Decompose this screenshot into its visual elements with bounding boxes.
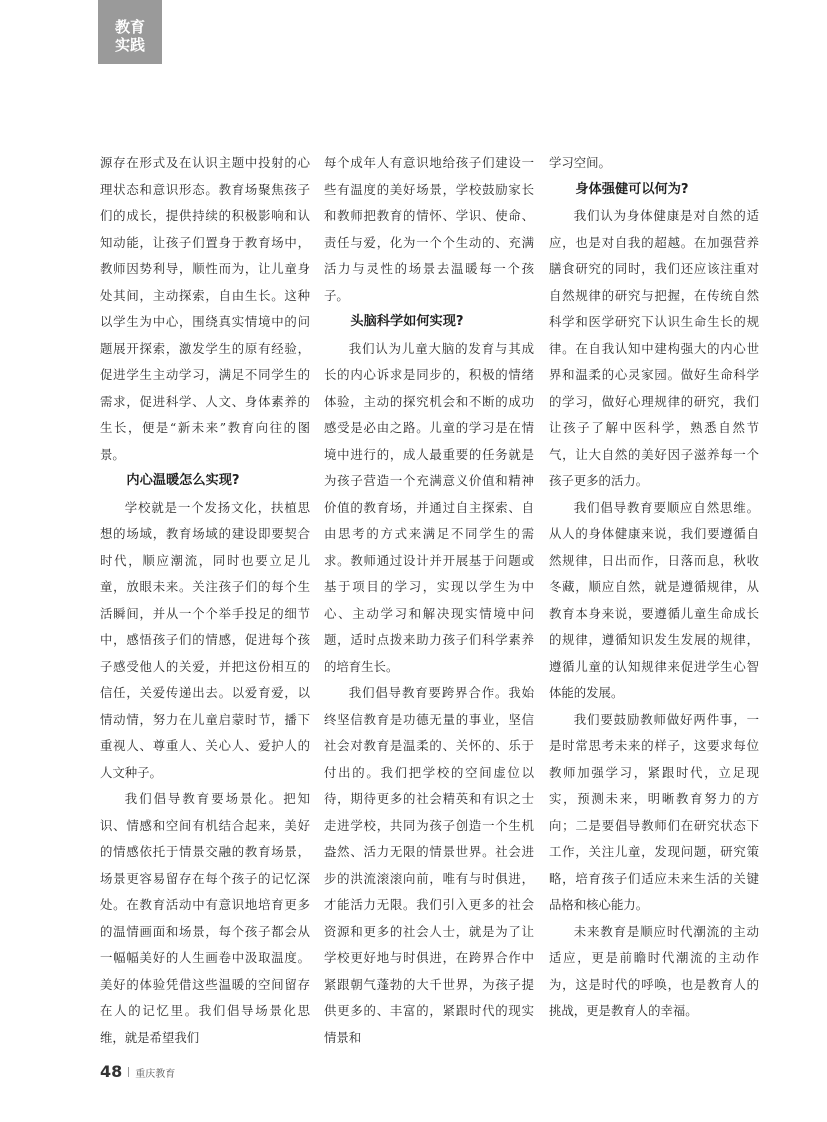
paragraph: 我们认为身体健康是对自然的适应，也是对自我的超越。在加强营养膳食研究的同时，我们还应该注重对自然规律的研究与把握，在传统自然科学和医学研究下认识生命生长的规律。在自我认知中建构强大的内心世界和温柔的心灵家园。做好生命科学的学习，做好心理规律的研究，我们让孩子了解中医科学，熟悉自然节气，让大自然的美好因子滋养每一个孩子更多的活力。 <box>549 208 759 488</box>
paragraph: 我们倡导教育要跨界合作。我始终坚信教育是功德无量的事业，坚信社会对教育是温柔的、关怀的、乐于付出的。我们把学校的空间虚位以待，期待更多的社会精英和有识之士走进学校，共同为孩子创造一个生机盎然、活力无限的情景世界。社会进步的洪流滚滚向前，唯有与时俱进，才能活力无限。我们引入更多的社会资源和更多的社会人士，就是为了让学校更好地与时俱进，在跨界合作中紧跟朝气蓬勃的大千世界，为孩子提供更多的、丰富的，紧跟时代的现实情景和 <box>324 685 534 1045</box>
paragraph: 我们倡导教育要顺应自然思维。从人的身体健康来说，我们要遵循自然规律，日出而作，日落而息，秋收冬藏，顺应自然，就是遵循规律，从教育本身来说，要遵循儿童生命成长的规律，遵循知识发生发展的规律，遵循儿童的认知规律来促进学生心智体能的发展。 <box>549 499 759 700</box>
section-heading: 内心温暖怎么实现? <box>126 473 240 488</box>
paragraph: 我们要鼓励教师做好两件事，一是时常思考未来的样子，这要求每位教师加强学习，紧跟时代，立足现实，预测未来，明晰教育努力的方向；二是要倡导教师们在研究状态下工作，关注儿童，发现问题，研究策略，培育孩子们适应未来生活的关键品格和核心能力。 <box>549 711 759 912</box>
section-tag-line1: 教育 <box>115 18 146 36</box>
text-column-3 <box>549 150 759 1025</box>
paragraph: 学习空间。 <box>549 155 611 170</box>
paragraph: 学校就是一个发扬文化，扶植思想的场域，教育场域的建设即要契合时代，顺应潮流，同时也要立足儿童，放眼未来。关注孩子们的每个生活瞬间，并从一个个举手投足的细节中，感悟孩子们的情感，促进每个孩子感受他人的关爱，并把这份相互的信任，关爱传递出去。以爱育爱，以情动情，努力在儿童启蒙时节，播下重视人、尊重人、关心人、爱护人的人文种子。 <box>100 499 310 780</box>
page-number: 48 <box>100 1062 123 1081</box>
paragraph: 每个成年人有意识地给孩子们建设一些有温度的美好场景，学校鼓励家长和教师把教育的情怀、学识、使命、责任与爱，化为一个个生动的、充满活力与灵性的场景去温暖每一个孩子。 <box>324 155 534 303</box>
section-tag-line2: 实践 <box>115 36 146 54</box>
journal-name: 重庆教育 <box>135 1069 176 1080</box>
paragraph: 源存在形式及在认识主题中投射的心理状态和意识形态。教育场聚焦孩子们的成长，提供持续的积极影响和认知动能，让孩子们置身于教育场中，教师因势利导，顺性而为，让儿童身处其间，主动探索，自由生长。这种以学生为中心，围绕真实情境中的问题展开探索，激发学生的原有经验，促进学生主动学习，满足不同学生的需求，促进科学、人文、身体素养的生长，便是“新未来”教育向往的图景。 <box>100 155 310 462</box>
section-heading: 头脑科学如何实现? <box>350 314 464 329</box>
section-tag <box>98 0 162 64</box>
section-heading: 身体强健可以何为? <box>575 181 689 197</box>
paragraph: 未来教育是顺应时代潮流的主动适应，更是前瞻时代潮流的主动作为，这是时代的呼唤，也是教育人的挑战，更是教育人的幸福。 <box>549 923 759 1018</box>
text-column-2 <box>324 150 534 1051</box>
paragraph: 我们倡导教育要场景化。把知识、情感和空间有机结合起来，美好的情感依托于情景交融的教育场景，场景更容易留存在每个孩子的记忆深处。在教育活动中有意识地培育更多的温情画面和场景，每个孩子都会从一幅幅美好的人生画卷中汲取温度。美好的体验凭借这些温暖的空间留存在人的记忆里。我们倡导场景化思维，就是希望我们 <box>100 791 310 1045</box>
text-column-1 <box>100 150 310 1051</box>
page-footer <box>100 1062 175 1081</box>
paragraph: 我们认为儿童大脑的发育与其成长的内心诉求是同步的，积极的情绪体验，主动的探究机会和不断的成功感受是必由之路。儿童的学习是在情境中进行的，成人最重要的任务就是为孩子营造一个充满意义价值和精神价值的教育场，并通过自主探索、自由思考的方式来满足不同学生的需求。教师通过设计并开展基于问题或基于项目的学习，实现以学生为中心、主动学习和解决现实情境中问题，适时点拨来助力孩子们科学素养的培育生长。 <box>324 340 534 674</box>
footer-divider <box>128 1067 129 1077</box>
